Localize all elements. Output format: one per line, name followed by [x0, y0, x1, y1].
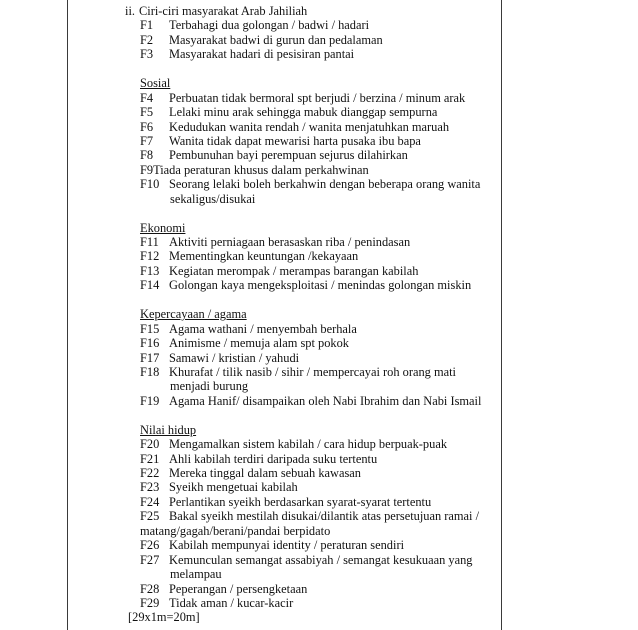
list-item: F17 Samawi / kristian / yahudi — [140, 350, 300, 365]
list-item: F8 Pembunuhan bayi perempuan sejurus dilahirkan — [140, 148, 408, 163]
list-item: F12 Mementingkan keuntungan /kekayaan — [140, 249, 359, 264]
list-item: F6 Kedudukan wanita rendah / wanita menjatuhkan maruah — [140, 119, 450, 134]
list-item: F4 Perbuatan tidak bermoral spt berjudi / berzina / minum arak — [140, 90, 466, 105]
marks-total: [29x1m=20m] — [128, 610, 200, 625]
list-item: F9Tiada peraturan khusus dalam perkahwinan — [140, 162, 369, 177]
list-item-continuation: menjadi burung — [170, 379, 249, 394]
list-item: F18 Khurafat / tilik nasib / sihir / mempercayai roh orang mati — [140, 364, 456, 379]
list-item: F16 Animisme / memuja alam spt pokok — [140, 336, 349, 351]
list-item: F11 Aktiviti perniagaan berasaskan riba / penindasan — [140, 235, 411, 249]
list-item: F13 Kegiatan merompak / merampas barangan kabilah — [140, 263, 419, 278]
list-item: F15 Agama wathani / menyembah berhala — [140, 321, 357, 336]
list-item: F25 Bakal syeikh mestilah disukai/dilantik atas persetujuan ramai / — [140, 509, 480, 524]
list-item: F24 Perlantikan syeikh berdasarkan syarat-syarat tertentu — [140, 494, 432, 509]
section-heading-kepercayaan: Kepercayaan / agama — [140, 307, 247, 322]
list-item: F19 Agama Hanif/ disampaikan oleh Nabi Ibrahim dan Nabi Ismail — [140, 393, 482, 408]
list-item: F7 Wanita tidak dapat mewarisi harta pusaka ibu bapa — [140, 133, 421, 148]
section-heading-nilai-hidup: Nilai hidup — [140, 422, 197, 437]
list-item: F21 Ahli kabilah terdiri daripada suku tertentu — [140, 451, 378, 466]
list-item: F26 Kabilah mempunyai identity / peraturan sendiri — [140, 538, 405, 553]
intro-text: Ciri-ciri masyarakat Arab Jahiliah — [139, 4, 308, 18]
list-item: F22 Mereka tinggal dalam sebuah kawasan — [140, 466, 361, 480]
list-item: F10 Seorang lelaki boleh berkahwin dengan beberapa orang wanita — [140, 177, 481, 192]
answer-scheme — [125, 4, 497, 625]
table-border-right — [501, 0, 502, 630]
list-item-continuation: sekaligus/disukai — [170, 191, 256, 206]
roman-numeral: ii. — [125, 4, 135, 18]
list-item-continuation: matang/gagah/berani/pandai berpidato — [140, 523, 331, 538]
section-heading-ekonomi: Ekonomi — [140, 220, 186, 235]
list-item: F23 Syeikh mengetuai kabilah — [140, 480, 298, 495]
list-item: F1 Terbahagi dua golongan / badwi / hadari — [140, 18, 370, 33]
table-border-left — [67, 0, 68, 630]
list-item: F14 Golongan kaya mengeksploitasi / menindas golongan miskin — [140, 278, 472, 293]
list-item: F3 Masyarakat hadari di pesisiran pantai — [140, 47, 355, 62]
list-item-continuation: melampau — [170, 567, 222, 582]
list-item: F20 Mengamalkan sistem kabilah / cara hidup berpuak-puak — [140, 437, 448, 452]
list-item: F29 Tidak aman / kucar-kacir — [140, 595, 294, 610]
list-item: F2 Masyarakat badwi di gurun dan pedalaman — [140, 32, 383, 47]
intro-line — [125, 4, 497, 18]
list-item: F27 Kemunculan semangat assabiyah / semangat kesukuaan yang — [140, 552, 473, 567]
list-item: F5 Lelaki minu arak sehingga mabuk dianggap sempurna — [140, 105, 438, 120]
section-heading-sosial: Sosial — [140, 76, 171, 91]
list-item: F28 Peperangan / persengketaan — [140, 581, 308, 596]
